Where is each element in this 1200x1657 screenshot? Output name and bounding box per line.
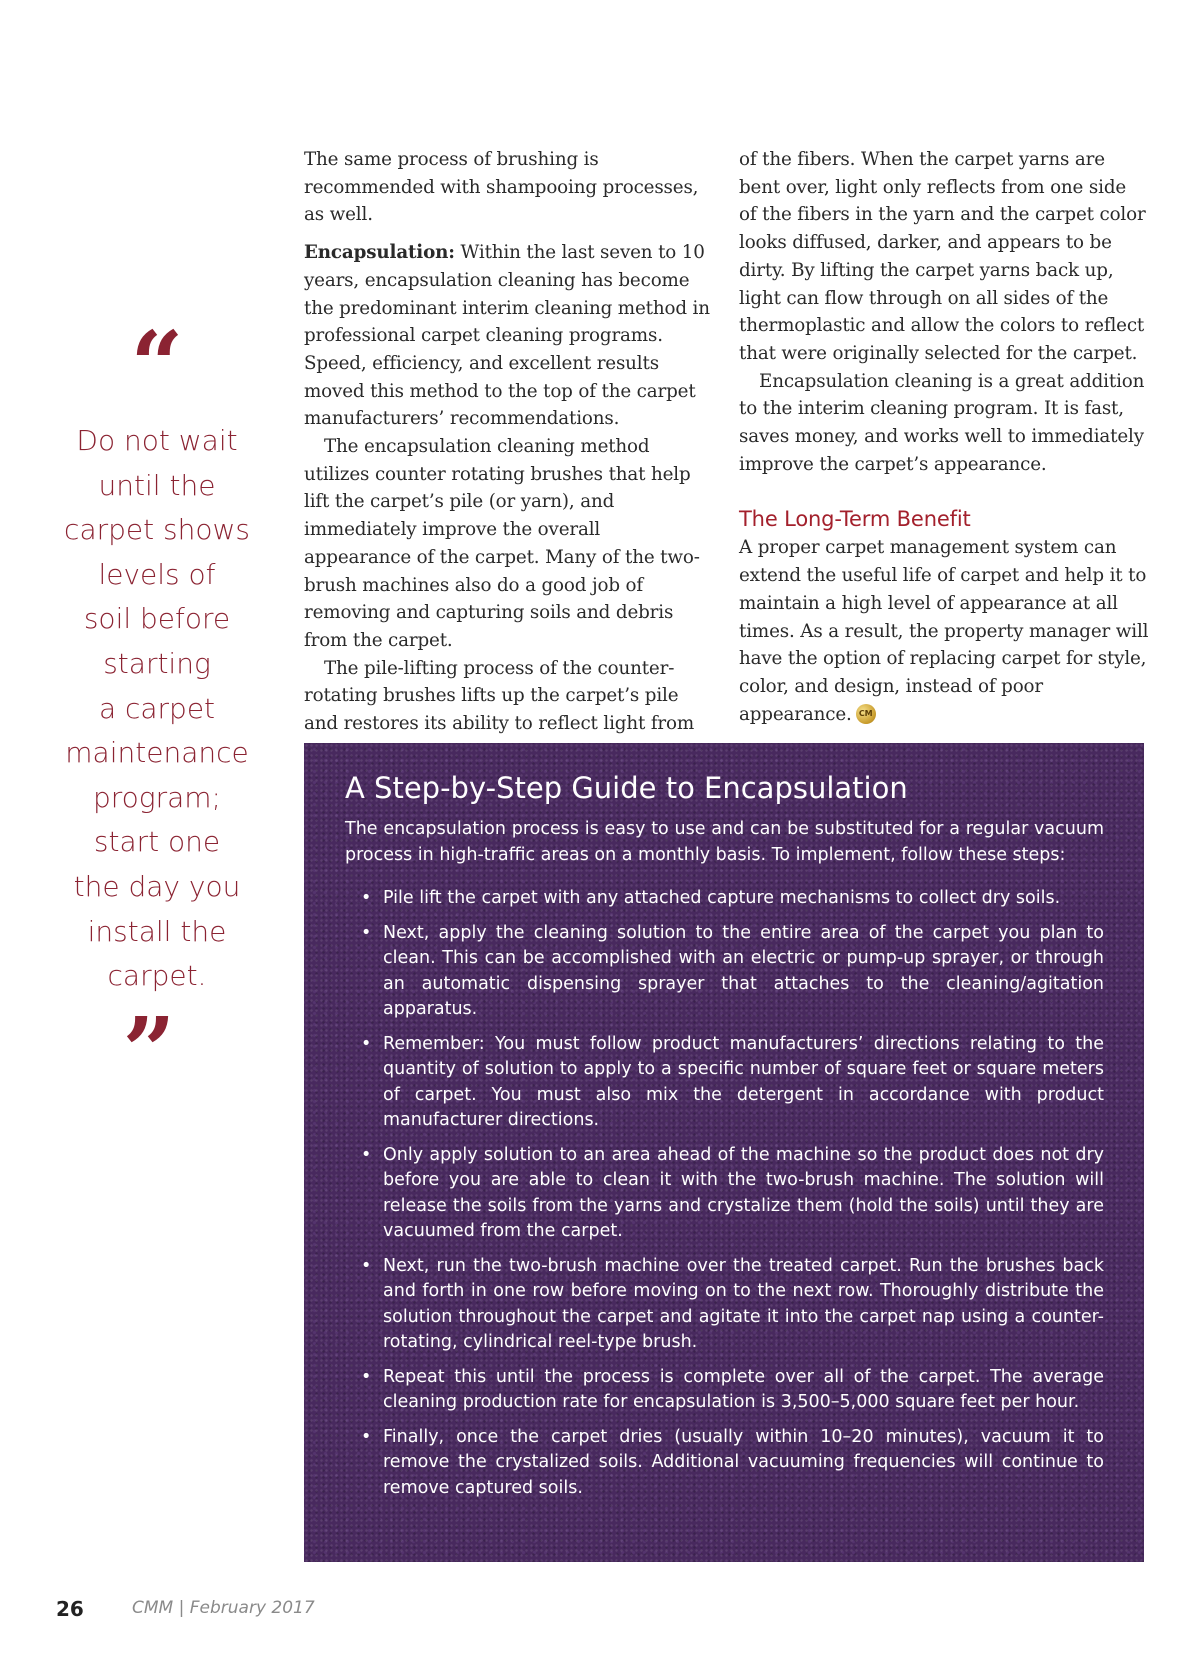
open-quote-mark: “ [130,311,184,419]
step-item [345,1365,1104,1416]
close-quote-mark: ” [122,996,176,1105]
step-text: Finally, once the carpet dries (usually within 10–20 minutes), vacuum it to remove the crystalized soils. Additional vacuuming frequencies will continue to remove captured soils. [383,1426,1104,1498]
pull-quote-line: the day you [73,869,241,903]
step-text: Next, run the two-brush machine over the treated carpet. Run the brushes back and forth in one row before moving on to the next row. Thoroughly distribute the solution throughout the carpet and agitate it into the carpet nap using a counter-rotating, cylindrical reel-type brush. [383,1255,1104,1352]
paragraph-encapsulation [304,239,710,433]
bullet-icon: • [361,1426,372,1447]
article-column-1 [304,146,710,765]
section-heading: The Long-Term Benefit [739,507,971,532]
step-text: Repeat this until the process is complete over all of the carpet. The average cleaning production rate for encapsulation is 3,500–5,000 square feet per hour. [383,1366,1104,1412]
bullet-icon: • [361,922,372,943]
pull-quote-line: until the [98,468,216,502]
step-item [345,921,1104,1023]
pull-quote-line: carpet. [107,959,207,993]
article-column-2 [739,146,1149,728]
pull-quote-line: install the [87,914,227,948]
step-text: Only apply solution to an area ahead of the machine so the product does not dry before you are able to clean it with the two-brush machine. The solution will release the soils from the yarns and crystalize them (hold the soils) until they are vacuumed from the carpet. [383,1144,1104,1241]
step-item [345,1143,1104,1245]
step-text: Next, apply the cleaning solution to the entire area of the carpet you plan to clean. This can be accomplished with an electric or pump-up sprayer, or through an automatic dispensing sprayer that attaches to the cleaning/agitation apparatus. [383,922,1104,1019]
paragraph-body: A proper carpet management system can extend the useful life of carpet and help it to maintain a high level of appearance at all times. As a result, the property manager will have the option of replacing carpet for style, color, and design, instead of poor appearance. [739,537,1149,725]
paragraph: The pile-lifting process of the counter-rotating brushes lifts up the carpet’s pile and restores its ability to reflect light from [304,657,695,735]
step-text: Pile lift the carpet with any attached capture mechanisms to collect dry soils. [383,888,1061,908]
step-item [345,886,1104,912]
bullet-icon: • [361,1255,372,1276]
sidebar-title: A Step-by-Step Guide to Encapsulation [345,771,908,805]
pull-quote-line: maintenance [65,736,249,770]
bullet-icon: • [361,1366,372,1387]
sidebar-box [304,743,1144,1562]
pull-quote-line: Do not wait [76,424,238,457]
paragraph: The same process of brushing is recommended with shampooing processes, as well. [304,149,699,226]
paragraph: The encapsulation cleaning method utilizes counter rotating brushes that help lift the carpet’s pile (or yarn), and immediately improve the overall appearance of the carpet. Many of the two-brush machines also do a good job of removing and capturing soils and debris from the carpet. [304,436,700,651]
paragraph: Encapsulation cleaning is a great addition to the interim cleaning program. It is fast, saves money, and works well to immediately improve the carpet’s appearance. [739,370,1145,475]
run-in-heading: Encapsulation: [304,242,455,264]
pull-quote-line: program; [93,780,221,814]
pull-quote-line: starting [103,646,211,680]
pull-quote-text [52,419,262,999]
publication-info: CMM | February 2017 [132,1598,315,1618]
bullet-icon: • [361,1144,372,1165]
pull-quote [52,311,262,1105]
step-text: Remember: You must follow product manufacturers’ directions relating to the quantity of solution to apply to a specific number of square feet or square meters of carpet. You must also mix the detergent in accordance with product manufacturer directions. [383,1033,1104,1130]
pull-quote-line: levels of [98,557,216,591]
pull-quote-line: a carpet [98,691,216,725]
bullet-icon: • [361,888,372,908]
paragraph-final [739,534,1149,728]
steps-list [345,886,1104,1501]
pull-quote-line: carpet shows [64,513,250,547]
sidebar-intro: The encapsulation process is easy to use and can be substituted for a regular vacuum process in high-traffic areas on a monthly basis. To implement, follow these steps: [345,819,1104,865]
paragraph: of the fibers. When the carpet yarns are bent over, light only reflects from one side of the fibers in the yarn and the carpet color looks diffused, darker, and appears to be dirty. By lifting the carpet yarns back up, light can flow through on all sides of the thermoplastic and allow the colors to reflect that were originally selected for the carpet. [739,149,1146,364]
bullet-icon: • [361,1033,372,1054]
step-item [345,1032,1104,1134]
pull-quote-line: start one [93,825,221,859]
cmm-end-mark-icon: CM [856,704,876,724]
step-item [345,1254,1104,1356]
paragraph-body: Within the last seven to 10 years, encapsulation cleaning has become the predominant interim cleaning method in professional carpet cleaning programs. Speed, efficiency, and excellent results moved this method to the top of the carpet manufacturers’ recommendations. [304,242,710,430]
page-number: 26 [56,1597,84,1621]
step-item [345,1425,1104,1502]
pull-quote-line: soil before [83,602,231,636]
page-footer [56,1597,315,1621]
